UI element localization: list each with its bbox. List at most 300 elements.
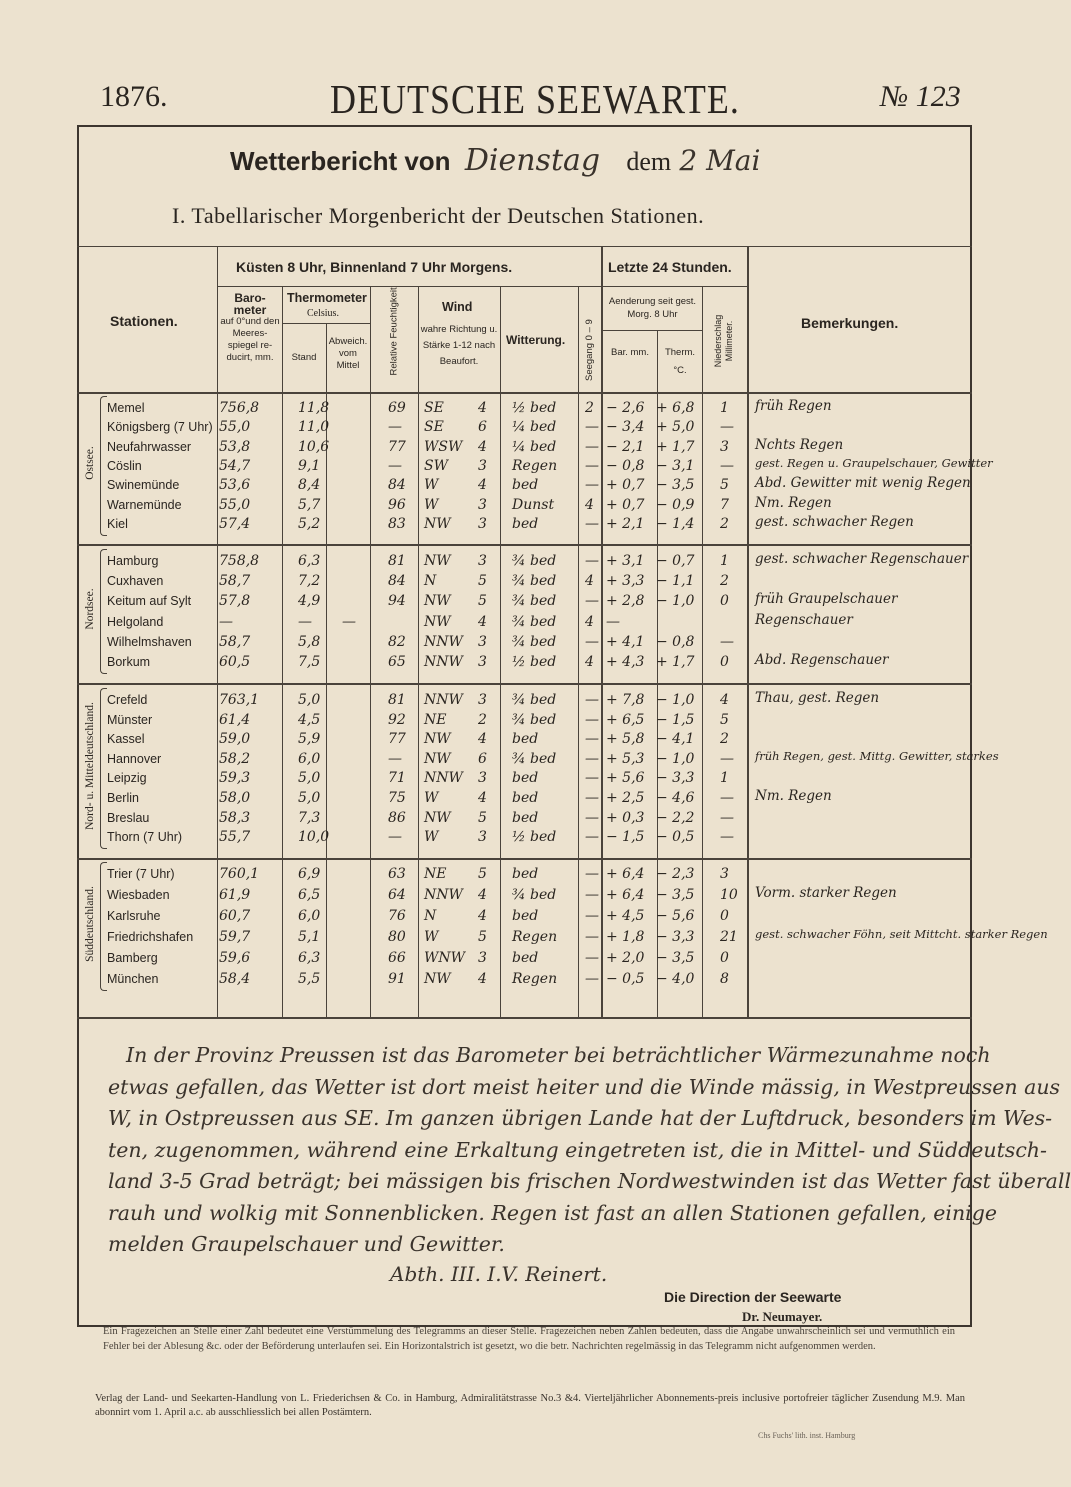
cell-remark: früh Graupelschauer: [755, 591, 898, 608]
summary-line: W, in Ostpreussen aus SE. Im ganzen übrigen Lande hat der Luftdruck, besonders im Wes-: [108, 1106, 1053, 1130]
cell-nied: —: [720, 457, 734, 474]
cell-see: —: [585, 692, 599, 708]
report-subtitle: I. Tabellarischer Morgenbericht der Deutschen Stationen.: [172, 203, 705, 228]
cell-bar: 61,9: [219, 887, 251, 903]
cell-dtherm: − 3,5: [656, 477, 695, 494]
cell-dbar: + 7,8: [606, 692, 645, 708]
cell-hum: 82: [388, 633, 406, 650]
cell-dtherm: − 2,3: [656, 866, 695, 882]
cell-hum: 66: [388, 950, 406, 966]
cell-dtherm: − 3,1: [656, 457, 695, 474]
cell-nied: —: [720, 750, 734, 767]
header-seegang: Seegang 0 – 9: [584, 319, 595, 381]
cell-wdir: NW: [424, 809, 451, 826]
cell-bar: 53,6: [219, 477, 251, 494]
cell-dtherm: + 1,7: [656, 654, 695, 670]
cell-temp: 6,5: [298, 887, 321, 903]
cell-bar: 58,4: [219, 971, 251, 987]
cell-wst: 3: [478, 553, 487, 569]
cell-remark: Vorm. starker Regen: [755, 885, 897, 901]
cell-bar: 55,0: [219, 419, 251, 436]
cell-bar: 59,7: [219, 929, 251, 945]
cell-hum: 92: [388, 711, 406, 728]
station-name: Warnemünde: [107, 497, 182, 512]
cell-dbar: + 5,6: [606, 770, 645, 787]
cell-wst: 3: [478, 829, 487, 846]
cell-see: 4: [585, 573, 594, 590]
publisher-note: Verlag der Land- und Seekarten-Handlung von L. Friederichsen & Co. in Hamburg, Admiralitätstrasse No.3 &4. Vierteljährlicher Abonnements-preis inclusive portofreier täglicher Zusendung M.9. Man abonnirt vom 1. April a.c. ab ausschliesslich bei allen Postämtern.: [95, 1393, 965, 1418]
cell-remark: gest. schwacher Föhn, seit Mittcht. starker Regen: [755, 927, 1048, 941]
cell-nied: 2: [720, 731, 729, 748]
cell-wdir: W: [424, 496, 439, 513]
cell-bar: 59,3: [219, 770, 251, 787]
cell-wst: 2: [478, 711, 487, 728]
cell-dbar: + 4,1: [606, 633, 645, 650]
cell-nied: 3: [720, 438, 729, 455]
cell-witt: bed: [512, 950, 539, 966]
cell-wdir: NNW: [424, 887, 463, 903]
cell-dbar: + 6,4: [606, 887, 645, 903]
cell-wst: 5: [478, 866, 487, 882]
cell-wst: 4: [478, 400, 487, 416]
cell-temp: 5,0: [298, 790, 321, 806]
cell-wdir: NNW: [424, 770, 463, 787]
cell-dtherm: − 0,5: [656, 829, 695, 846]
station-name: Trier (7 Uhr): [107, 867, 175, 881]
cell-wst: 3: [478, 770, 487, 787]
cell-hum: 77: [388, 731, 406, 748]
cell-dtherm: − 5,6: [656, 908, 695, 924]
station-name: Cuxhaven: [107, 574, 164, 589]
cell-see: —: [585, 829, 599, 846]
station-name: Hannover: [107, 751, 162, 766]
cell-wst: 3: [478, 457, 487, 474]
cell-wst: 4: [478, 971, 487, 987]
cell-witt: Regen: [512, 457, 558, 474]
cell-witt: bed: [512, 809, 539, 826]
cell-temp: 6,3: [298, 553, 321, 569]
masthead-title: DEUTSCHE SEEWARTE.: [330, 76, 740, 122]
cell-wst: 4: [478, 438, 487, 455]
cell-bar: 60,5: [219, 654, 251, 670]
cell-remark: Nm. Regen: [755, 494, 832, 511]
cell-bar: 58,2: [219, 750, 251, 767]
cell-bar: 57,4: [219, 515, 251, 532]
cell-see: —: [585, 866, 599, 882]
group-brace: [100, 688, 107, 849]
cell-witt: ½ bed: [512, 400, 557, 416]
cell-nied: 2: [720, 573, 729, 590]
cell-see: —: [585, 477, 599, 494]
cell-dbar: + 0,7: [606, 496, 645, 513]
group-label: Nord- u. Mitteldeutschland.: [84, 701, 96, 830]
cell-remark: Nm. Regen: [755, 788, 832, 804]
cell-remark: Nchts Regen: [755, 436, 844, 453]
cell-wdir: NNW: [424, 654, 463, 670]
header-stations: Stationen.: [110, 313, 178, 329]
cell-witt: bed: [512, 790, 539, 806]
cell-nied: 8: [720, 971, 729, 987]
cell-witt: bed: [512, 866, 539, 882]
cell-remark: gest. Regen u. Graupelschauer, Gewitter: [755, 455, 993, 470]
cell-witt: bed: [512, 731, 539, 748]
cell-see: 4: [585, 496, 594, 513]
cell-wst: 5: [478, 593, 487, 610]
summary-signature: Abth. III. I.V. Reinert.: [390, 1262, 608, 1286]
cell-wst: 3: [478, 950, 487, 966]
station-name: Münster: [107, 712, 153, 727]
cell-nied: 21: [720, 929, 738, 945]
cell-nied: 5: [720, 711, 729, 728]
cell-see: —: [585, 593, 599, 610]
cell-see: —: [585, 731, 599, 748]
cell-witt: bed: [512, 515, 539, 532]
cell-hum: 91: [388, 971, 406, 987]
cell-nied: 1: [720, 553, 729, 569]
cell-bar: 758,8: [219, 553, 260, 569]
header-niederschlag: Niederschlag Millimeter.: [713, 314, 734, 368]
cell-hum: 84: [388, 573, 406, 590]
cell-dtherm: − 4,6: [656, 790, 695, 806]
report-title: [230, 143, 760, 178]
cell-see: —: [585, 770, 599, 787]
cell-hum: 69: [388, 400, 406, 416]
cell-wdir: WNW: [424, 950, 466, 966]
cell-hum: 63: [388, 866, 406, 882]
cell-nied: —: [720, 419, 734, 436]
station-name: Thorn (7 Uhr): [107, 830, 183, 845]
cell-nied: —: [720, 633, 734, 650]
cell-bar: 55,0: [219, 496, 251, 513]
header-humidity: Relative Feuchtigkeit: [388, 287, 400, 376]
cell-wst: 3: [478, 496, 487, 513]
cell-bar: 60,7: [219, 908, 251, 924]
cell-temp: 6,9: [298, 866, 321, 882]
cell-bar: 54,7: [219, 457, 251, 474]
cell-wst: 4: [478, 731, 487, 748]
cell-see: —: [585, 515, 599, 532]
cell-wdir: NE: [424, 711, 447, 728]
cell-hum: 81: [388, 553, 406, 569]
cell-see: 2: [585, 400, 594, 416]
cell-witt: ¾ bed: [512, 750, 557, 767]
station-name: Hamburg: [107, 554, 159, 568]
cell-bar: 760,1: [219, 866, 260, 882]
cell-dbar: + 0,3: [606, 809, 645, 826]
cell-bar: 53,8: [219, 438, 251, 455]
cell-wst: 3: [478, 515, 487, 532]
cell-bar: 57,8: [219, 593, 251, 610]
cell-remark: Abd. Gewitter mit wenig Regen: [755, 475, 971, 492]
cell-witt: Dunst: [512, 496, 555, 513]
cell-dbar: + 2,1: [606, 515, 645, 532]
cell-bar: 756,8: [219, 400, 260, 416]
cell-see: —: [585, 711, 599, 728]
cell-see: —: [585, 887, 599, 903]
cell-wst: 4: [478, 790, 487, 806]
cell-temp: 5,5: [298, 971, 321, 987]
summary-line: In der Provinz Preussen ist das Barometer bei beträchtlicher Wärmezunahme noch: [126, 1043, 991, 1067]
cell-nied: 1: [720, 770, 729, 787]
cell-wst: 4: [478, 908, 487, 924]
cell-dbar: + 6,4: [606, 866, 645, 882]
station-name: Wilhelmshaven: [107, 634, 192, 649]
cell-wdir: SW: [424, 457, 448, 474]
cell-witt: ¼ bed: [512, 438, 557, 455]
cell-wst: 6: [478, 419, 487, 436]
cell-nied: 3: [720, 866, 729, 882]
station-name: Crefeld: [107, 693, 148, 707]
cell-temp: 10,6: [298, 438, 330, 455]
cell-temp: 6,3: [298, 950, 321, 966]
station-name: Friedrichshafen: [107, 930, 194, 944]
station-name: Keitum auf Sylt: [107, 594, 192, 609]
station-name: Breslau: [107, 810, 150, 825]
cell-dtherm: + 6,8: [656, 400, 695, 416]
cell-bar: 61,4: [219, 711, 251, 728]
cell-dtherm: + 1,7: [656, 438, 695, 455]
cell-witt: ¾ bed: [512, 887, 557, 903]
cell-hum: 75: [388, 790, 406, 806]
summary-line: ten, zugenommen, während eine Erkaltung eingetreten ist, die in Mittel- und Süddeutsch-: [108, 1137, 1047, 1162]
cell-temp: 11,8: [298, 400, 330, 416]
cell-wdir: NE: [424, 866, 447, 882]
printer-note: Chs Fuchs' lith. inst. Hamburg: [758, 1431, 856, 1440]
group-label: Süddeutschland.: [84, 885, 96, 962]
cell-dtherm: − 4,0: [656, 971, 695, 987]
cell-wdir: WSW: [424, 438, 463, 455]
cell-witt: bed: [512, 770, 539, 787]
weather-summary: [108, 1040, 1071, 1261]
cell-remark: Abd. Regenschauer: [755, 652, 889, 668]
summary-line: rauh und wolkig mit Sonnenblicken. Regen ist fast an allen Stationen gefallen, einige: [108, 1200, 997, 1225]
cell-wst: 3: [478, 654, 487, 670]
cell-dtherm: − 1,1: [656, 573, 695, 590]
cell-wdir: NW: [424, 613, 451, 630]
header-bar: Bar. mm.: [610, 347, 649, 358]
cell-dtherm: − 1,0: [656, 593, 695, 610]
cell-temp: 9,1: [298, 457, 321, 474]
cell-see: —: [585, 790, 599, 806]
cell-nied: 7: [720, 496, 729, 513]
cell-wdir: W: [424, 829, 439, 846]
cell-see: —: [585, 908, 599, 924]
cell-hum: 77: [388, 438, 406, 455]
station-name: Leipzig: [107, 771, 147, 786]
cell-witt: ¼ bed: [512, 419, 557, 436]
cell-witt: ¾ bed: [512, 553, 557, 569]
cell-remark: früh Regen, gest. Mittg. Gewitter, starkes: [755, 748, 999, 763]
station-name: Bamberg: [107, 951, 158, 965]
cell-bar: 58,3: [219, 809, 251, 826]
cell-bar: 763,1: [219, 692, 260, 708]
cell-witt: ¾ bed: [512, 711, 557, 728]
station-name: Helgoland: [107, 614, 164, 629]
cell-remark: früh Regen: [755, 398, 832, 414]
cell-dtherm: − 0,7: [656, 553, 695, 569]
report-day: Dienstag: [464, 143, 601, 178]
cell-wdir: NW: [424, 971, 451, 987]
cell-see: —: [585, 457, 599, 474]
station-name: Kiel: [107, 516, 128, 531]
station-name: Wiesbaden: [107, 888, 170, 902]
header-morning: Küsten 8 Uhr, Binnenland 7 Uhr Morgens.: [236, 259, 513, 275]
cell-hum: 83: [388, 515, 406, 532]
cell-wdir: SE: [424, 400, 444, 416]
cell-temp: 5,7: [298, 496, 321, 513]
header-celsius: Celsius.: [307, 308, 339, 319]
cell-dbar: + 1,8: [606, 929, 645, 945]
cell-witt: Regen: [512, 971, 558, 987]
cell-dbar: + 3,3: [606, 573, 645, 590]
summary-line: etwas gefallen, das Wetter ist dort meist heiter und die Winde mässig, in Westpreussen aus: [108, 1074, 1061, 1099]
year: 1876.: [100, 80, 168, 113]
cell-wst: 4: [478, 887, 487, 903]
cell-nied: —: [720, 829, 734, 846]
header-therm: Therm. °C.: [664, 347, 696, 376]
cell-wst: 6: [478, 750, 487, 767]
cell-hum: 84: [388, 477, 406, 494]
header-abweich: Abweich. vom Mittel: [328, 336, 368, 371]
cell-wdir: NW: [424, 553, 451, 569]
cell-temp: 6,0: [298, 750, 321, 767]
cell-remark: Regenschauer: [755, 611, 853, 628]
cell-nied: 0: [720, 908, 729, 924]
header-last24: Letzte 24 Stunden.: [608, 259, 732, 275]
cell-dbar: − 0,5: [606, 971, 645, 987]
cell-dtherm: − 3,5: [656, 887, 695, 903]
cell-dtherm: − 1,0: [656, 692, 695, 708]
cell-witt: ¾ bed: [512, 633, 557, 650]
cell-wdir: SE: [424, 419, 444, 436]
group-label: Nordsee.: [84, 587, 96, 630]
cell-temp: 10,0: [298, 829, 330, 846]
cell-witt: bed: [512, 477, 539, 494]
cell-wdir: W: [424, 929, 439, 945]
cell-nied: 0: [720, 950, 729, 966]
cell-bar: 59,0: [219, 731, 251, 748]
station-name: Memel: [107, 401, 145, 415]
cell-dbar: + 5,3: [606, 750, 645, 767]
station-name: Swinemünde: [107, 478, 180, 493]
cell-hum: —: [388, 457, 402, 474]
station-name: Berlin: [107, 791, 139, 805]
cell-see: —: [585, 438, 599, 455]
summary-line: land 3-5 Grad beträgt; bei mässigen bis frischen Nordwestwinden ist das Wetter fast überall: [108, 1169, 1071, 1193]
cell-dtherm: − 3,5: [656, 950, 695, 966]
cell-dtherm: − 1,5: [656, 711, 695, 728]
station-name: Cöslin: [107, 458, 142, 473]
cell-remark: gest. schwacher Regenschauer: [755, 551, 969, 567]
cell-dbar: − 2,1: [606, 438, 645, 455]
cell-see: —: [585, 633, 599, 650]
cell-see: —: [585, 809, 599, 826]
cell-dbar: + 0,7: [606, 477, 645, 494]
cell-witt: ¾ bed: [512, 593, 557, 610]
cell-dbar: + 6,5: [606, 711, 645, 728]
cell-temp: 11,0: [298, 419, 330, 436]
cell-dtherm: − 3,3: [656, 929, 695, 945]
cell-nied: —: [720, 790, 734, 806]
cell-dbar: —: [606, 613, 620, 630]
cell-see: 4: [585, 613, 594, 630]
cell-temp: 8,4: [298, 477, 321, 494]
cell-witt: Regen: [512, 929, 558, 945]
cell-wst: 4: [478, 613, 487, 630]
report-dem: dem: [626, 147, 672, 176]
cell-temp: 5,2: [298, 515, 321, 532]
group-brace: [100, 862, 107, 991]
cell-nied: 0: [720, 654, 729, 670]
cell-bar: 58,0: [219, 790, 251, 806]
cell-dbar: + 2,5: [606, 790, 645, 806]
cell-wdir: W: [424, 790, 439, 806]
cell-bar: 58,7: [219, 573, 251, 590]
cell-hum: —: [388, 750, 402, 767]
cell-wdir: NNW: [424, 692, 463, 708]
cell-hum: 86: [388, 809, 406, 826]
cell-dbar: + 5,8: [606, 731, 645, 748]
summary-line: melden Graupelschauer und Gewitter.: [108, 1232, 505, 1256]
cell-abw: —: [342, 613, 356, 630]
cell-wst: 5: [478, 809, 487, 826]
cell-temp: 5,1: [298, 929, 321, 945]
cell-dtherm: − 4,1: [656, 731, 695, 748]
cell-dbar: − 3,4: [606, 419, 645, 436]
title-prefix: Wetterbericht von: [230, 146, 451, 176]
cell-hum: 71: [388, 770, 406, 787]
cell-temp: —: [298, 613, 312, 630]
footnote: Ein Fragezeichen an Stelle einer Zahl bedeutet eine Verstümmelung des Telegramms an dieser Stelle. Fragezeichen neben Zahlen bedeuten, dass die Angabe unwahrscheinlich sei und vermuthlich ein Fehler bei der Ablesung &c. oder der Beförderung unterlaufen sei. Ein Horizontalstrich ist gesetzt, wo die betr. Nachrichten regelmässig in das Telegramm nicht aufgenommen werden.: [103, 1326, 955, 1352]
cell-dbar: + 3,1: [606, 553, 645, 569]
cell-witt: bed: [512, 908, 539, 924]
cell-wdir: W: [424, 477, 439, 494]
cell-bar: 59,6: [219, 950, 251, 966]
station-name: Karlsruhe: [107, 909, 161, 923]
cell-wdir: NW: [424, 593, 451, 610]
cell-dtherm: − 0,9: [656, 496, 695, 513]
cell-dtherm: − 1,0: [656, 750, 695, 767]
cell-nied: 10: [720, 887, 738, 903]
cell-dbar: + 2,0: [606, 950, 645, 966]
cell-temp: 7,5: [298, 654, 321, 670]
group-label: Ostsee.: [84, 446, 96, 480]
cell-hum: 76: [388, 908, 406, 924]
station-name: Borkum: [107, 655, 151, 669]
cell-remark: Thau, gest. Regen: [755, 690, 880, 706]
cell-witt: ¾ bed: [512, 692, 557, 708]
cell-wdir: N: [424, 573, 437, 590]
station-name: Kassel: [107, 732, 145, 747]
cell-wdir: N: [424, 908, 437, 924]
cell-hum: 96: [388, 496, 406, 513]
group-brace: [100, 549, 107, 674]
cell-wdir: NW: [424, 731, 451, 748]
cell-remark: gest. schwacher Regen: [755, 513, 914, 530]
header-wind-sub: wahre Richtung u. Stärke 1-12 nach Beaufort.: [420, 324, 498, 367]
cell-dbar: − 2,6: [606, 400, 645, 416]
cell-dtherm: − 2,2: [656, 809, 695, 826]
cell-see: —: [585, 950, 599, 966]
cell-wdir: NW: [424, 750, 451, 767]
cell-see: —: [585, 750, 599, 767]
cell-see: —: [585, 419, 599, 436]
header-bemerkungen: Bemerkungen.: [801, 315, 899, 331]
station-name: Neufahrwasser: [107, 439, 192, 454]
cell-wst: 3: [478, 692, 487, 708]
header-aenderung: Aenderung seit gest. Morg. 8 Uhr: [608, 296, 697, 320]
cell-dbar: + 4,3: [606, 654, 645, 670]
